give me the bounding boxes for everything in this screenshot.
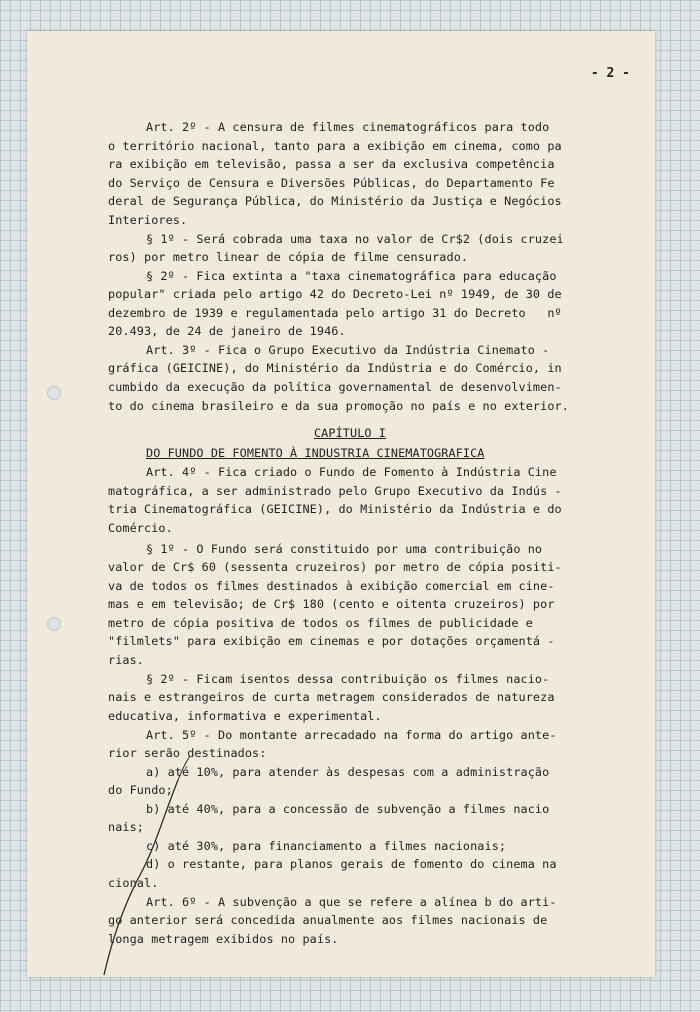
page-number: - 2 - <box>590 66 630 81</box>
text-line: b) até 40%, para a concessão de subvenção a filmes nacio <box>146 802 550 816</box>
text-line: valor de Cr$ 60 (sessenta cruzeiros) por metro de cópia positi- <box>108 560 562 574</box>
text-line: "filmlets" para exibição em cinemas e por dotações orçamentá - <box>108 634 555 648</box>
text-line: cional. <box>108 876 159 890</box>
chapter-heading: CAPÍTULO I <box>313 426 387 440</box>
text-line: Art. 6º - A subvenção a que se refere a alínea b do arti- <box>146 895 557 909</box>
text-line: do Fundo; <box>108 783 173 797</box>
binder-hole-top <box>47 386 61 400</box>
text-line: mas e em televisão; de Cr$ 180 (cento e oitenta cruzeiros) por <box>108 597 555 611</box>
text-line: educativa, informativa e experimental. <box>108 709 382 723</box>
text-line: metro de cópia positiva de todos os filmes de publicidade e <box>108 616 533 630</box>
binder-hole-bottom <box>47 617 61 631</box>
text-line: Art. 3º - Fica o Grupo Executivo da Indústria Cinemato - <box>146 343 550 357</box>
text-line: gráfica (GEICINE), do Ministério da Indústria e do Comércio, in <box>108 361 562 375</box>
text-line: d) o restante, para planos gerais de fomento do cinema na <box>146 857 557 871</box>
text-line: c) até 30%, para financiamento a filmes nacionais; <box>146 839 507 853</box>
text-line: Art. 2º - A censura de filmes cinematográficos para todo <box>146 120 550 134</box>
text-line: do Serviço de Censura e Diversões Públicas, do Departamento Fe <box>108 176 555 190</box>
text-line: rias. <box>108 653 145 667</box>
text-line: dezembro de 1939 e regulamentada pelo artigo 31 do Decreto nº <box>108 306 562 320</box>
text-line: § 1º - Será cobrada uma taxa no valor de Cr$2 (dois cruzei <box>146 232 564 246</box>
text-line: ra exibição em televisão, passa a ser da exclusiva competência <box>108 157 555 171</box>
text-line: tria Cinematográfica (GEICINE), do Ministério da Indústria e do <box>108 502 562 516</box>
text-line: Art. 4º - Fica criado o Fundo de Fomento à Indústria Cine <box>146 465 557 479</box>
text-line: § 1º - O Fundo será constituido por uma contribuição no <box>146 542 543 556</box>
text-line: o território nacional, tanto para a exibição em cinema, como pa <box>108 139 562 153</box>
text-line: Comércio. <box>108 521 173 535</box>
text-line: longa metragem exibidos no país. <box>108 932 339 946</box>
chapter-title: DO FUNDO DE FOMENTO À INDUSTRIA CINEMATOGRAFICA <box>146 446 485 460</box>
text-line: deral de Segurança Pública, do Ministério da Justiça e Negócios <box>108 194 562 208</box>
text-line: a) até 10%, para atender às despesas com a administração <box>146 765 550 779</box>
text-line: § 2º - Fica extinta a "taxa cinematográfica para educação <box>146 269 557 283</box>
text-line: matográfica, a ser administrado pelo Grupo Executivo da Indús - <box>108 484 562 498</box>
text-line: Interiores. <box>108 213 188 227</box>
text-line: to do cinema brasileiro e da sua promoção no país e no exterior. <box>108 399 569 413</box>
text-line: Art. 5º - Do montante arrecadado na forma do artigo ante- <box>146 728 557 742</box>
text-line: popular" criada pelo artigo 42 do Decreto-Lei nº 1949, de 30 de <box>108 287 562 301</box>
text-line: rior serão destinados: <box>108 746 267 760</box>
text-line: va de todos os filmes destinados à exibição comercial em cine- <box>108 579 555 593</box>
text-line: § 2º - Ficam isentos dessa contribuição os filmes nacio- <box>146 672 550 686</box>
text-line: nais e estrangeiros de curta metragem considerados de natureza <box>108 690 555 704</box>
text-line: go anterior será concedida anualmente aos filmes nacionais de <box>108 913 548 927</box>
text-line: cumbido da execução da política governamental de desenvolvimen- <box>108 380 562 394</box>
text-line: nais; <box>108 820 145 834</box>
text-line: 20.493, de 24 de janeiro de 1946. <box>108 324 346 338</box>
text-line: ros) por metro linear de cópia de filme censurado. <box>108 250 469 264</box>
